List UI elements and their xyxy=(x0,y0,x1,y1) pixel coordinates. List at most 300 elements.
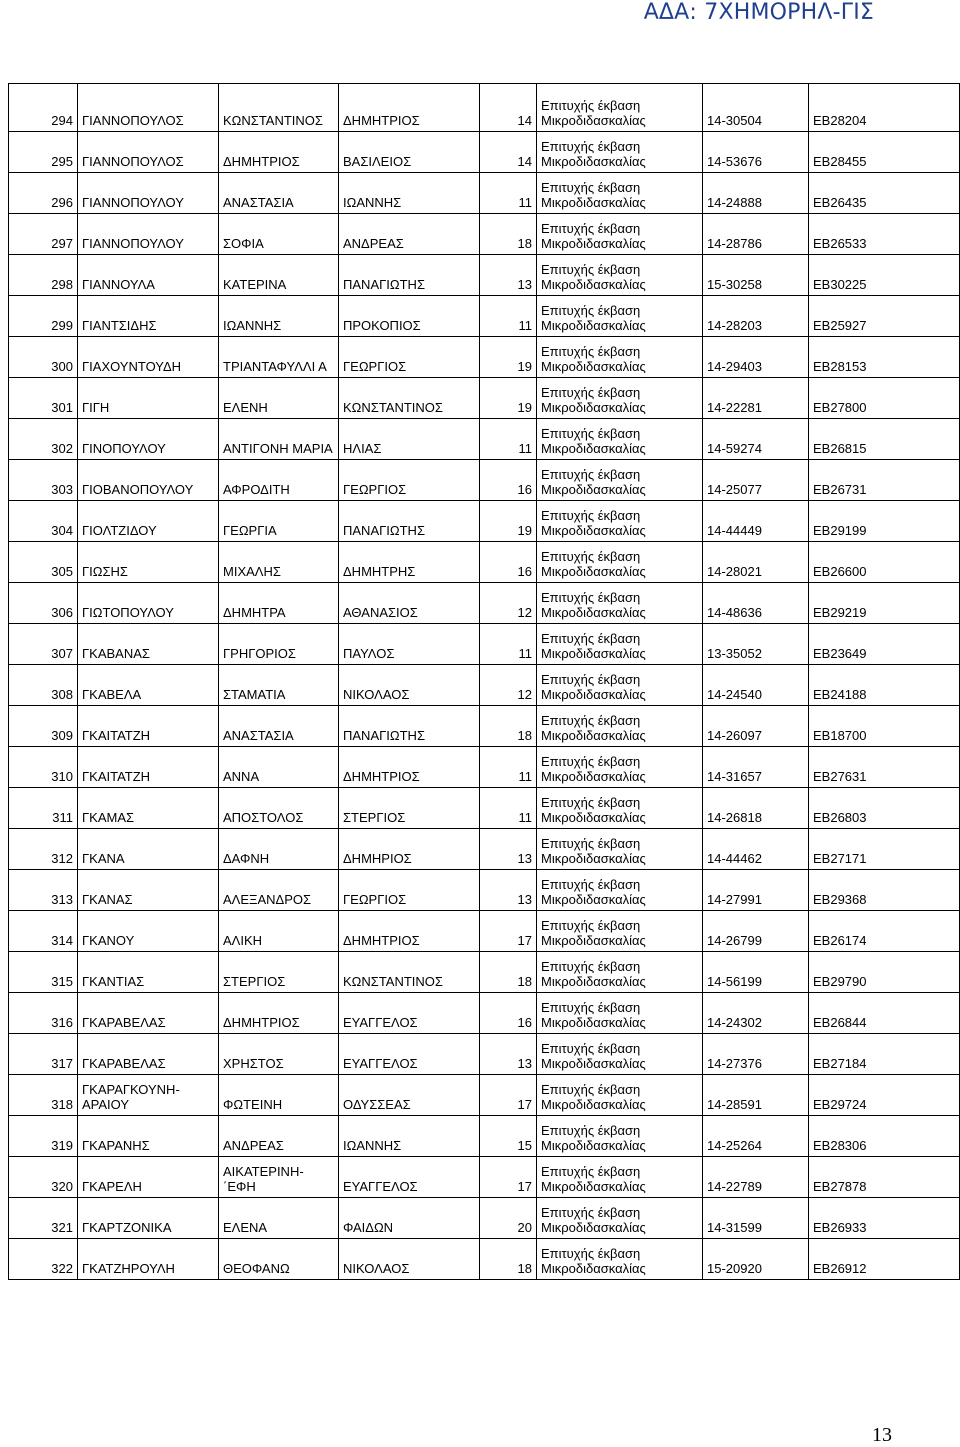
row-number: 305 xyxy=(9,542,78,583)
row-number: 300 xyxy=(9,337,78,378)
first-name-cell: ΜΙΧΑΛΗΣ xyxy=(219,542,339,583)
row-number: 310 xyxy=(9,747,78,788)
first-name-cell: ΙΩΑΝΝΗΣ xyxy=(219,296,339,337)
result-line-2: Μικροδιδασκαλίας xyxy=(541,564,646,579)
table-row xyxy=(9,173,960,214)
result-line-1: Επιτυχής έκβαση xyxy=(541,180,641,195)
id-cell: ΕΒ26912 xyxy=(809,1239,960,1280)
result-line-1: Επιτυχής έκβαση xyxy=(541,385,641,400)
id-cell: ΕΒ29199 xyxy=(809,501,960,542)
father-name-cell: ΚΩΝΣΤΑΝΤΙΝΟΣ xyxy=(339,952,480,993)
surname-cell: ΓΙΩΣΗΣ xyxy=(78,542,219,583)
result-line-1: Επιτυχής έκβαση xyxy=(541,508,641,523)
surname-cell: ΓΙΑΝΝΟΠΟΥΛΟΥ xyxy=(78,214,219,255)
code-cell: 14-27991 xyxy=(703,870,809,911)
result-line-2: Μικροδιδασκαλίας xyxy=(541,687,646,702)
result-cell xyxy=(537,173,703,214)
age-cell: 13 xyxy=(480,829,537,870)
surname-cell: ΓΚΑΜΑΣ xyxy=(78,788,219,829)
id-cell: ΕΒ24188 xyxy=(809,665,960,706)
surname-cell: ΓΚΑΡΑΒΕΛΑΣ xyxy=(78,993,219,1034)
father-name-cell: ΠΡΟΚΟΠΙΟΣ xyxy=(339,296,480,337)
age-cell: 12 xyxy=(480,583,537,624)
father-name-cell: ΔΗΜΗΤΡΙΟΣ xyxy=(339,84,480,132)
table-row xyxy=(9,255,960,296)
first-name-cell: ΑΦΡΟΔΙΤΗ xyxy=(219,460,339,501)
code-cell: 15-20920 xyxy=(703,1239,809,1280)
result-cell xyxy=(537,829,703,870)
result-line-2: Μικροδιδασκαλίας xyxy=(541,1015,646,1030)
code-cell: 14-25264 xyxy=(703,1116,809,1157)
result-line-2: Μικροδιδασκαλίας xyxy=(541,769,646,784)
code-cell: 14-25077 xyxy=(703,460,809,501)
result-line-2: Μικροδιδασκαλίας xyxy=(541,892,646,907)
result-line-2: Μικροδιδασκαλίας xyxy=(541,605,646,620)
age-cell: 18 xyxy=(480,706,537,747)
surname-cell: ΓΚΑΡΑΝΗΣ xyxy=(78,1116,219,1157)
father-name-cell: ΓΕΩΡΓΙΟΣ xyxy=(339,337,480,378)
row-number: 317 xyxy=(9,1034,78,1075)
result-line-1: Επιτυχής έκβαση xyxy=(541,590,641,605)
result-line-1: Επιτυχής έκβαση xyxy=(541,1000,641,1015)
row-number: 312 xyxy=(9,829,78,870)
result-cell xyxy=(537,952,703,993)
result-line-1: Επιτυχής έκβαση xyxy=(541,1205,641,1220)
father-name-cell: ΠΑΝΑΓΙΩΤΗΣ xyxy=(339,501,480,542)
father-name-cell: ΠΑΝΑΓΙΩΤΗΣ xyxy=(339,706,480,747)
table-row xyxy=(9,542,960,583)
row-number: 297 xyxy=(9,214,78,255)
father-name-cell: ΝΙΚΟΛΑΟΣ xyxy=(339,665,480,706)
result-line-2: Μικροδιδασκαλίας xyxy=(541,523,646,538)
result-line-1: Επιτυχής έκβαση xyxy=(541,1041,641,1056)
result-line-2: Μικροδιδασκαλίας xyxy=(541,236,646,251)
result-line-2: Μικροδιδασκαλίας xyxy=(541,810,646,825)
id-cell: ΕΒ29219 xyxy=(809,583,960,624)
result-cell xyxy=(537,624,703,665)
code-cell: 14-24302 xyxy=(703,993,809,1034)
table-row xyxy=(9,1198,960,1239)
age-cell: 13 xyxy=(480,255,537,296)
row-number: 309 xyxy=(9,706,78,747)
first-name-cell: ΕΛΕΝΗ xyxy=(219,378,339,419)
id-cell: ΕΒ23649 xyxy=(809,624,960,665)
row-number: 320 xyxy=(9,1157,78,1198)
result-cell xyxy=(537,911,703,952)
row-number: 298 xyxy=(9,255,78,296)
table-row xyxy=(9,747,960,788)
row-number: 296 xyxy=(9,173,78,214)
surname-cell: ΓΚΑΤΖΗΡΟΥΛΗ xyxy=(78,1239,219,1280)
result-line-1: Επιτυχής έκβαση xyxy=(541,426,641,441)
id-cell: ΕΒ26933 xyxy=(809,1198,960,1239)
first-name-cell: ΓΕΩΡΓΙΑ xyxy=(219,501,339,542)
surname-cell: ΓΚΑΡΑΓΚΟΥΝΗ- ΑΡΑΙΟΥ xyxy=(78,1075,219,1116)
father-name-cell: ΔΗΜΗΤΡΙΟΣ xyxy=(339,747,480,788)
result-line-1: Επιτυχής έκβαση xyxy=(541,631,641,646)
result-line-2: Μικροδιδασκαλίας xyxy=(541,154,646,169)
id-cell: ΕΒ28306 xyxy=(809,1116,960,1157)
row-number: 313 xyxy=(9,870,78,911)
surname-cell: ΓΙΟΒΑΝΟΠΟΥΛΟΥ xyxy=(78,460,219,501)
result-line-2: Μικροδιδασκαλίας xyxy=(541,1056,646,1071)
result-cell xyxy=(537,84,703,132)
age-cell: 19 xyxy=(480,378,537,419)
age-cell: 19 xyxy=(480,337,537,378)
father-name-cell: ΔΗΜΗΡΙΟΣ xyxy=(339,829,480,870)
table-row xyxy=(9,993,960,1034)
id-cell: ΕΒ27171 xyxy=(809,829,960,870)
id-cell: ΕΒ27800 xyxy=(809,378,960,419)
code-cell: 15-30258 xyxy=(703,255,809,296)
table-row xyxy=(9,132,960,173)
age-cell: 18 xyxy=(480,952,537,993)
row-number: 315 xyxy=(9,952,78,993)
code-cell: 14-56199 xyxy=(703,952,809,993)
result-line-2: Μικροδιδασκαλίας xyxy=(541,1179,646,1194)
table-row xyxy=(9,911,960,952)
code-cell: 14-31657 xyxy=(703,747,809,788)
row-number: 308 xyxy=(9,665,78,706)
father-name-cell: ΕΥΑΓΓΕΛΟΣ xyxy=(339,1034,480,1075)
first-name-cell: ΓΡΗΓΟΡΙΟΣ xyxy=(219,624,339,665)
surname-cell: ΓΙΑΝΝΟΠΟΥΛΟΣ xyxy=(78,84,219,132)
code-cell: 14-22281 xyxy=(703,378,809,419)
first-name-cell: ΔΗΜΗΤΡΙΟΣ xyxy=(219,993,339,1034)
first-name-cell: ΔΑΦΝΗ xyxy=(219,829,339,870)
code-cell: 14-53676 xyxy=(703,132,809,173)
result-line-1: Επιτυχής έκβαση xyxy=(541,303,641,318)
table-row xyxy=(9,460,960,501)
result-line-2: Μικροδιδασκαλίας xyxy=(541,646,646,661)
code-cell: 14-26818 xyxy=(703,788,809,829)
records-table xyxy=(8,83,960,1280)
result-line-1: Επιτυχής έκβαση xyxy=(541,139,641,154)
result-cell xyxy=(537,1075,703,1116)
result-line-2: Μικροδιδασκαλίας xyxy=(541,113,646,128)
row-number: 314 xyxy=(9,911,78,952)
first-name-cell: ΚΩΝΣΤΑΝΤΙΝΟΣ xyxy=(219,84,339,132)
surname-cell: ΓΙΩΤΟΠΟΥΛΟΥ xyxy=(78,583,219,624)
result-cell xyxy=(537,1239,703,1280)
first-name-cell: ΑΛΕΞΑΝΔΡΟΣ xyxy=(219,870,339,911)
table-row xyxy=(9,706,960,747)
first-name-cell: ΔΗΜΗΤΡΙΟΣ xyxy=(219,132,339,173)
result-line-1: Επιτυχής έκβαση xyxy=(541,754,641,769)
row-number: 316 xyxy=(9,993,78,1034)
result-cell xyxy=(537,419,703,460)
row-number: 302 xyxy=(9,419,78,460)
id-cell: ΕΒ26844 xyxy=(809,993,960,1034)
first-name-cell: ΣΤΑΜΑΤΙΑ xyxy=(219,665,339,706)
table-row xyxy=(9,624,960,665)
table-row xyxy=(9,870,960,911)
result-cell xyxy=(537,337,703,378)
father-name-cell: ΝΙΚΟΛΑΟΣ xyxy=(339,1239,480,1280)
result-line-2: Μικροδιδασκαλίας xyxy=(541,482,646,497)
result-cell xyxy=(537,501,703,542)
surname-cell: ΓΚΑΒΑΝΑΣ xyxy=(78,624,219,665)
age-cell: 11 xyxy=(480,296,537,337)
id-cell: ΕΒ26533 xyxy=(809,214,960,255)
result-line-1: Επιτυχής έκβαση xyxy=(541,549,641,564)
ada-header: ΑΔΑ: 7ΧΗΜΟΡΗΛ-ΓΙΣ xyxy=(643,0,874,25)
code-cell: 14-22789 xyxy=(703,1157,809,1198)
id-cell: ΕΒ26600 xyxy=(809,542,960,583)
age-cell: 11 xyxy=(480,173,537,214)
age-cell: 11 xyxy=(480,747,537,788)
surname-cell: ΓΚΑΝΑ xyxy=(78,829,219,870)
first-name-cell: ΕΛΕΝΑ xyxy=(219,1198,339,1239)
row-number: 304 xyxy=(9,501,78,542)
result-line-2: Μικροδιδασκαλίας xyxy=(541,851,646,866)
age-cell: 16 xyxy=(480,542,537,583)
table-row xyxy=(9,214,960,255)
table-row xyxy=(9,788,960,829)
age-cell: 13 xyxy=(480,1034,537,1075)
result-cell xyxy=(537,706,703,747)
records-body xyxy=(9,84,960,1280)
table-row xyxy=(9,665,960,706)
result-line-1: Επιτυχής έκβαση xyxy=(541,795,641,810)
father-name-cell: ΓΕΩΡΓΙΟΣ xyxy=(339,870,480,911)
age-cell: 20 xyxy=(480,1198,537,1239)
surname-cell: ΓΚΑΝΑΣ xyxy=(78,870,219,911)
surname-cell: ΓΚΑΙΤΑΤΖΗ xyxy=(78,747,219,788)
row-number: 318 xyxy=(9,1075,78,1116)
id-cell: ΕΒ29724 xyxy=(809,1075,960,1116)
father-name-cell: ΒΑΣΙΛΕΙΟΣ xyxy=(339,132,480,173)
first-name-cell: ΑΙΚΑΤΕΡΙΝΗ- ΄ΕΦΗ xyxy=(219,1157,339,1198)
first-name-cell: ΣΤΕΡΓΙΟΣ xyxy=(219,952,339,993)
code-cell: 14-44462 xyxy=(703,829,809,870)
surname-cell: ΓΚΑΙΤΑΤΖΗ xyxy=(78,706,219,747)
father-name-cell: ΗΛΙΑΣ xyxy=(339,419,480,460)
result-line-1: Επιτυχής έκβαση xyxy=(541,1164,641,1179)
code-cell: 14-28786 xyxy=(703,214,809,255)
surname-cell: ΓΚΑΡΤΖΟΝΙΚΑ xyxy=(78,1198,219,1239)
result-cell xyxy=(537,542,703,583)
code-cell: 14-24540 xyxy=(703,665,809,706)
code-cell: 14-27376 xyxy=(703,1034,809,1075)
age-cell: 11 xyxy=(480,788,537,829)
result-cell xyxy=(537,132,703,173)
row-number: 307 xyxy=(9,624,78,665)
age-cell: 11 xyxy=(480,624,537,665)
result-cell xyxy=(537,788,703,829)
result-cell xyxy=(537,1116,703,1157)
id-cell: ΕΒ25927 xyxy=(809,296,960,337)
table-row xyxy=(9,337,960,378)
result-line-1: Επιτυχής έκβαση xyxy=(541,221,641,236)
result-line-1: Επιτυχής έκβαση xyxy=(541,1082,641,1097)
result-cell xyxy=(537,255,703,296)
result-line-1: Επιτυχής έκβαση xyxy=(541,344,641,359)
first-name-cell: ΑΝΝΑ xyxy=(219,747,339,788)
code-cell: 14-59274 xyxy=(703,419,809,460)
age-cell: 17 xyxy=(480,911,537,952)
result-line-1: Επιτυχής έκβαση xyxy=(541,262,641,277)
id-cell: ΕΒ26803 xyxy=(809,788,960,829)
age-cell: 14 xyxy=(480,132,537,173)
result-line-1: Επιτυχής έκβαση xyxy=(541,713,641,728)
result-line-2: Μικροδιδασκαλίας xyxy=(541,318,646,333)
result-line-2: Μικροδιδασκαλίας xyxy=(541,277,646,292)
result-cell xyxy=(537,1157,703,1198)
id-cell: ΕΒ30225 xyxy=(809,255,960,296)
code-cell: 14-28203 xyxy=(703,296,809,337)
father-name-cell: ΙΩΑΝΝΗΣ xyxy=(339,173,480,214)
first-name-cell: ΤΡΙΑΝΤΑΦΥΛΛΙ Α xyxy=(219,337,339,378)
surname-cell: ΓΚΑΡΑΒΕΛΑΣ xyxy=(78,1034,219,1075)
id-cell: ΕΒ26815 xyxy=(809,419,960,460)
father-name-cell: ΓΕΩΡΓΙΟΣ xyxy=(339,460,480,501)
surname-cell: ΓΙΑΝΤΣΙΔΗΣ xyxy=(78,296,219,337)
result-line-1: Επιτυχής έκβαση xyxy=(541,467,641,482)
id-cell: ΕΒ29368 xyxy=(809,870,960,911)
age-cell: 18 xyxy=(480,214,537,255)
result-cell xyxy=(537,460,703,501)
result-cell xyxy=(537,993,703,1034)
table-row xyxy=(9,501,960,542)
result-line-1: Επιτυχής έκβαση xyxy=(541,98,641,113)
age-cell: 16 xyxy=(480,460,537,501)
id-cell: ΕΒ28204 xyxy=(809,84,960,132)
row-number: 306 xyxy=(9,583,78,624)
result-line-1: Επιτυχής έκβαση xyxy=(541,672,641,687)
table-row xyxy=(9,378,960,419)
table-row xyxy=(9,829,960,870)
row-number: 321 xyxy=(9,1198,78,1239)
result-line-2: Μικροδιδασκαλίας xyxy=(541,1097,646,1112)
row-number: 322 xyxy=(9,1239,78,1280)
first-name-cell: ΣΟΦΙΑ xyxy=(219,214,339,255)
code-cell: 14-28591 xyxy=(703,1075,809,1116)
first-name-cell: ΔΗΜΗΤΡΑ xyxy=(219,583,339,624)
result-line-1: Επιτυχής έκβαση xyxy=(541,959,641,974)
result-line-1: Επιτυχής έκβαση xyxy=(541,1246,641,1261)
surname-cell: ΓΙΑΧΟΥΝΤΟΥΔΗ xyxy=(78,337,219,378)
result-cell xyxy=(537,583,703,624)
table-row xyxy=(9,84,960,132)
age-cell: 15 xyxy=(480,1116,537,1157)
father-name-cell: ΙΩΑΝΝΗΣ xyxy=(339,1116,480,1157)
father-name-cell: ΚΩΝΣΤΑΝΤΙΝΟΣ xyxy=(339,378,480,419)
result-cell xyxy=(537,870,703,911)
father-name-cell: ΣΤΕΡΓΙΟΣ xyxy=(339,788,480,829)
result-line-2: Μικροδιδασκαλίας xyxy=(541,933,646,948)
row-number: 299 xyxy=(9,296,78,337)
code-cell: 14-24888 xyxy=(703,173,809,214)
table-row xyxy=(9,583,960,624)
code-cell: 14-31599 xyxy=(703,1198,809,1239)
surname-cell: ΓΙΝΟΠΟΥΛΟΥ xyxy=(78,419,219,460)
result-cell xyxy=(537,747,703,788)
code-cell: 14-26097 xyxy=(703,706,809,747)
age-cell: 18 xyxy=(480,1239,537,1280)
table-row xyxy=(9,952,960,993)
code-cell: 14-26799 xyxy=(703,911,809,952)
surname-cell: ΓΙΑΝΝΟΠΟΥΛΟΣ xyxy=(78,132,219,173)
first-name-cell: ΑΝΑΣΤΑΣΙΑ xyxy=(219,706,339,747)
row-number: 311 xyxy=(9,788,78,829)
first-name-cell: ΧΡΗΣΤΟΣ xyxy=(219,1034,339,1075)
result-line-2: Μικροδιδασκαλίας xyxy=(541,195,646,210)
result-line-2: Μικροδιδασκαλίας xyxy=(541,359,646,374)
id-cell: ΕΒ28455 xyxy=(809,132,960,173)
father-name-cell: ΠΑΝΑΓΙΩΤΗΣ xyxy=(339,255,480,296)
row-number: 303 xyxy=(9,460,78,501)
row-number: 301 xyxy=(9,378,78,419)
page-number: 13 xyxy=(872,1424,892,1446)
first-name-cell: ΑΝΤΙΓΟΝΗ ΜΑΡΙΑ xyxy=(219,419,339,460)
father-name-cell: ΦΑΙΔΩΝ xyxy=(339,1198,480,1239)
result-line-2: Μικροδιδασκαλίας xyxy=(541,728,646,743)
result-line-1: Επιτυχής έκβαση xyxy=(541,877,641,892)
result-line-2: Μικροδιδασκαλίας xyxy=(541,1220,646,1235)
result-cell xyxy=(537,296,703,337)
id-cell: ΕΒ26174 xyxy=(809,911,960,952)
row-number: 295 xyxy=(9,132,78,173)
age-cell: 13 xyxy=(480,870,537,911)
table-row xyxy=(9,296,960,337)
result-line-2: Μικροδιδασκαλίας xyxy=(541,1138,646,1153)
result-line-2: Μικροδιδασκαλίας xyxy=(541,1261,646,1276)
id-cell: ΕΒ18700 xyxy=(809,706,960,747)
surname-cell: ΓΙΑΝΝΟΠΟΥΛΟΥ xyxy=(78,173,219,214)
surname-cell: ΓΙΓΗ xyxy=(78,378,219,419)
first-name-cell: ΑΝΔΡΕΑΣ xyxy=(219,1116,339,1157)
result-line-1: Επιτυχής έκβαση xyxy=(541,836,641,851)
first-name-cell: ΑΠΟΣΤΟΛΟΣ xyxy=(219,788,339,829)
surname-cell: ΓΚΑΝΟΥ xyxy=(78,911,219,952)
table-row xyxy=(9,1034,960,1075)
id-cell: ΕΒ27184 xyxy=(809,1034,960,1075)
age-cell: 16 xyxy=(480,993,537,1034)
id-cell: ΕΒ26731 xyxy=(809,460,960,501)
code-cell: 14-28021 xyxy=(703,542,809,583)
result-line-2: Μικροδιδασκαλίας xyxy=(541,441,646,456)
father-name-cell: ΑΝΔΡΕΑΣ xyxy=(339,214,480,255)
father-name-cell: ΕΥΑΓΓΕΛΟΣ xyxy=(339,993,480,1034)
id-cell: ΕΒ29790 xyxy=(809,952,960,993)
surname-cell: ΓΚΑΒΕΛΑ xyxy=(78,665,219,706)
age-cell: 12 xyxy=(480,665,537,706)
first-name-cell: ΚΑΤΕΡΙΝΑ xyxy=(219,255,339,296)
table-row xyxy=(9,1116,960,1157)
result-cell xyxy=(537,1198,703,1239)
id-cell: ΕΒ26435 xyxy=(809,173,960,214)
father-name-cell: ΕΥΑΓΓΕΛΟΣ xyxy=(339,1157,480,1198)
code-cell: 14-30504 xyxy=(703,84,809,132)
row-number: 294 xyxy=(9,84,78,132)
result-cell xyxy=(537,665,703,706)
father-name-cell: ΟΔΥΣΣΕΑΣ xyxy=(339,1075,480,1116)
first-name-cell: ΑΝΑΣΤΑΣΙΑ xyxy=(219,173,339,214)
table-row xyxy=(9,1157,960,1198)
result-line-1: Επιτυχής έκβαση xyxy=(541,918,641,933)
surname-cell: ΓΚΑΝΤΙΑΣ xyxy=(78,952,219,993)
father-name-cell: ΑΘΑΝΑΣΙΟΣ xyxy=(339,583,480,624)
first-name-cell: ΑΛΙΚΗ xyxy=(219,911,339,952)
id-cell: ΕΒ27631 xyxy=(809,747,960,788)
code-cell: 14-29403 xyxy=(703,337,809,378)
result-line-2: Μικροδιδασκαλίας xyxy=(541,974,646,989)
table-row xyxy=(9,1239,960,1280)
age-cell: 17 xyxy=(480,1075,537,1116)
table-row xyxy=(9,419,960,460)
surname-cell: ΓΙΟΛΤΖΙΔΟΥ xyxy=(78,501,219,542)
